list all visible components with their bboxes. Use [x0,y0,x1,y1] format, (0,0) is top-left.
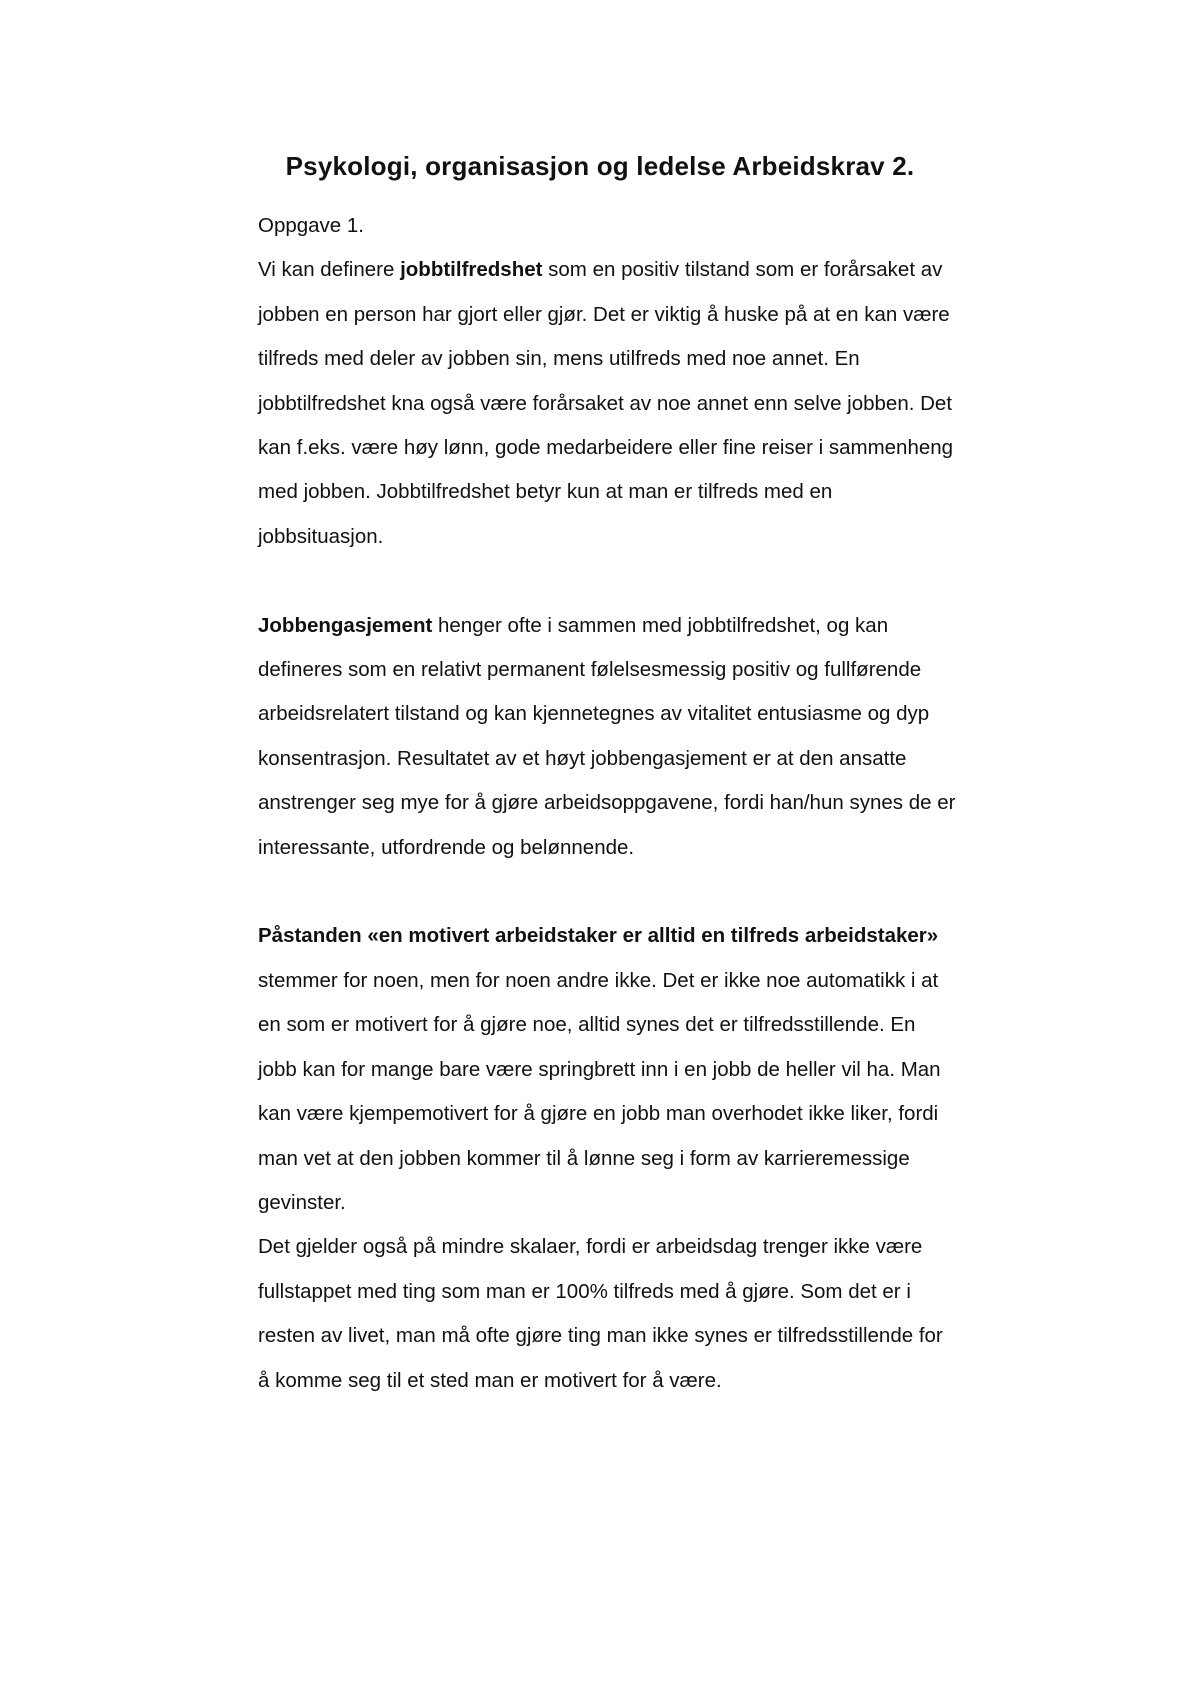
p3-text-after: stemmer for noen, men for noen andre ikke. Det er ikke noe automatikk i at en som er motivert for å gjøre noe, alltid synes det er tilfredsstillende. En jobb kan for mange bare være springbrett inn i en jobb de heller vil ha. Man kan være kjempemotivert for å gjøre en jobb man overhodet ikke liker, fordi man vet at den jobben kommer til å lønne seg i form av karrieremessige gevinster. [258,968,941,1214]
term-jobbengasjement: Jobbengasjement [258,613,433,637]
paragraph-jobbengasjement [258,604,958,870]
term-jobbtilfredshet: jobbtilfredshet [400,258,543,282]
p2-text-after: henger ofte i sammen med jobbtilfredshet, og kan defineres som en relativt permanent følelsesmessig positiv og fullførende arbeidsrelatert tilstand og kan kjennetegnes av vitalitet entusiasme og dyp konsentrasjon. Resultatet av et høyt jobbengasjement er at den ansatte anstrenger seg mye for å gjøre arbeidsoppgavene, fordi han/hun synes de er interessante, utfordrende og belønnende. [258,613,956,859]
paragraph-jobbtilfredshet [258,248,958,559]
document-title: Psykologi, organisasjon og ledelse Arbeidskrav 2. [285,151,915,181]
claim-statement: Påstanden «en motivert arbeidstaker er alltid en tilfreds arbeidstaker» [258,924,939,948]
paragraph-pastanden [258,914,958,1225]
p1-text-before: Vi kan definere [258,258,401,282]
paragraph-spacer [258,559,958,603]
paragraph-spacer [258,870,958,914]
document-body [258,204,958,1403]
paragraph-skalaer: Det gjelder også på mindre skalaer, fordi er arbeidsdag trenger ikke være fullstappet med ting som man er 100% tilfreds med å gjøre. Som det er i resten av livet, man må ofte gjøre ting man ikke synes er tilfredsstillende for å komme seg til et sted man er motivert for å være. [258,1235,943,1392]
p1-text-after: som en positiv tilstand som er forårsaket av jobben en person har gjort eller gjør. Det er viktig å huske på at en kan være tilfreds med deler av jobben sin, mens utilfreds med noe annet. En jobbtilfredshet kna også være forårsaket av noe annet enn selve jobben. Det kan f.eks. være høy lønn, gode medarbeidere eller fine reiser i sammenheng med jobben. Jobbtilfredshet betyr kun at man er tilfreds med en jobbsituasjon. [258,258,954,548]
task-heading: Oppgave 1. [258,214,364,237]
